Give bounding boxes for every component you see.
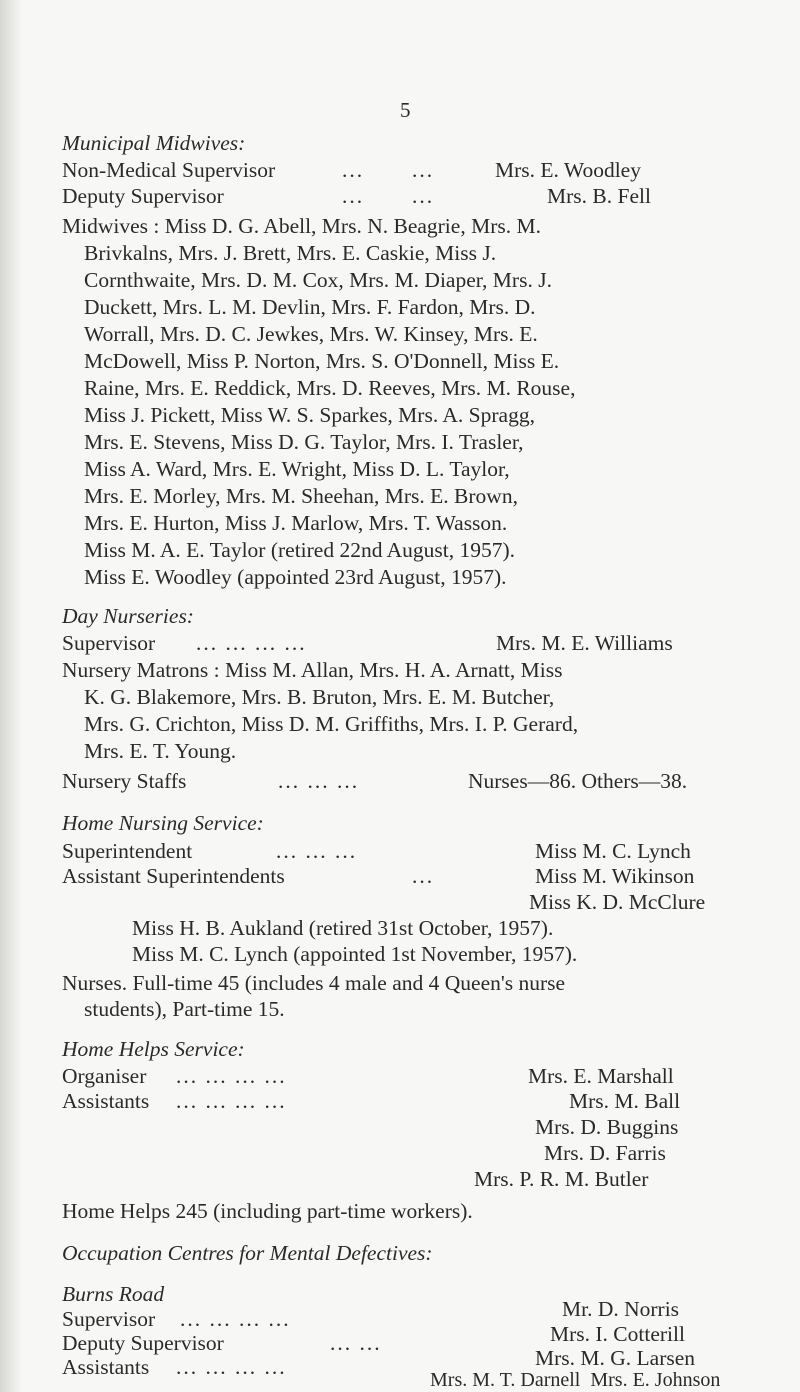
section-heading: Home Helps Service: — [62, 1037, 245, 1061]
row-leaders: ... ... — [330, 1331, 382, 1355]
row-value: Mrs. M. G. Larsen — [535, 1346, 696, 1370]
page-number: 5 — [400, 98, 411, 122]
row-label: Nursery Staffs — [62, 769, 187, 793]
total-line: Home Helps 245 (including part-time workers). — [62, 1199, 473, 1223]
row-value: Mrs. E. Marshall — [528, 1064, 674, 1088]
section-heading: Home Nursing Service: — [62, 811, 264, 835]
matrons-line: Mrs. E. T. Young. — [84, 739, 237, 763]
row-leaders: ... — [412, 864, 435, 888]
row-leaders: ... ... ... ... — [176, 1355, 287, 1379]
midwives-line: Miss M. A. E. Taylor (retired 22nd August, 1957). — [84, 538, 516, 562]
row-leaders: ... ... ... ... — [180, 1307, 291, 1331]
row-label: Non-Medical Supervisor — [62, 158, 276, 182]
row-leaders: ... ... ... ... — [196, 631, 307, 655]
section-heading: Occupation Centres for Mental Defectives: — [62, 1241, 433, 1265]
row-value: Miss K. D. McClure — [529, 890, 706, 914]
midwives-line: Duckett, Mrs. L. M. Devlin, Mrs. F. Fardon, Mrs. D. — [84, 295, 536, 319]
midwives-line: Mrs. E. Stevens, Miss D. G. Taylor, Mrs. I. Trasler, — [84, 430, 524, 454]
row-label: Assistants — [62, 1355, 150, 1379]
midwives-line: Miss J. Pickett, Miss W. S. Sparkes, Mrs. A. Spragg, — [84, 403, 535, 427]
row-value: Mrs. P. R. M. Butler — [474, 1167, 649, 1191]
row-value: Miss M. Wikinson — [535, 864, 695, 888]
midwives-line: Mrs. E. Morley, Mrs. M. Sheehan, Mrs. E. Brown, — [84, 484, 518, 508]
sub-heading: Burns Road — [62, 1282, 165, 1306]
row-value: Mrs. M. Ball — [569, 1089, 681, 1113]
row-value: Mrs. D. Farris — [544, 1141, 666, 1165]
midwives-line: Mrs. E. Hurton, Miss J. Marlow, Mrs. T. Wasson. — [84, 511, 508, 535]
row-label: Supervisor — [62, 631, 156, 655]
row-label: Assistant Superintendents — [62, 864, 285, 888]
row-leaders: ... ... ... ... — [176, 1064, 287, 1088]
row-value: Mrs. E. Woodley — [495, 158, 641, 182]
row-value: Mrs. M. T. Darnell Mrs. E. Johnson — [430, 1369, 721, 1391]
midwives-line: Brivkalns, Mrs. J. Brett, Mrs. E. Caskie, Miss J. — [84, 241, 497, 265]
row-value: Nurses—86. Others—38. — [468, 769, 688, 793]
row-value: Mrs. M. E. Williams — [496, 631, 673, 655]
section-heading: Day Nurseries: — [62, 604, 194, 628]
page-edge-shadow — [0, 0, 22, 1392]
row-value: Mrs. E. Johnson — [590, 1369, 721, 1391]
row-value: Mrs. D. Buggins — [535, 1115, 679, 1139]
note-line: Miss M. C. Lynch (appointed 1st November, 1957). — [132, 942, 578, 966]
note-line: Miss H. B. Aukland (retired 31st October, 1957). — [132, 916, 554, 940]
row-leaders: ... — [342, 184, 365, 208]
row-label: Superintendent — [62, 839, 193, 863]
midwives-line: Raine, Mrs. E. Reddick, Mrs. D. Reeves, Mrs. M. Rouse, — [84, 376, 576, 400]
row-value: Mr. D. Norris — [562, 1297, 680, 1321]
row-label: Assistants — [62, 1089, 150, 1113]
row-value: Mrs. B. Fell — [547, 184, 651, 208]
row-label: Deputy Supervisor — [62, 184, 224, 208]
row-label: Deputy Supervisor — [62, 1331, 224, 1355]
section-heading: Municipal Midwives: — [62, 131, 246, 155]
row-label: Supervisor — [62, 1307, 156, 1331]
midwives-line: Midwives : Miss D. G. Abell, Mrs. N. Beagrie, Mrs. M. — [62, 214, 541, 238]
midwives-line: Cornthwaite, Mrs. D. M. Cox, Mrs. M. Diaper, Mrs. J. — [84, 268, 552, 292]
nurses-line: students), Part-time 15. — [84, 997, 285, 1021]
nurses-line: Nurses. Full-time 45 (includes 4 male and 4 Queen's nurse — [62, 971, 566, 995]
midwives-line: Miss E. Woodley (appointed 23rd August, 1957). — [84, 565, 507, 589]
midwives-line: Miss A. Ward, Mrs. E. Wright, Miss D. L. Taylor, — [84, 457, 510, 481]
row-leaders: ... ... ... — [278, 769, 360, 793]
row-leaders: ... ... ... — [276, 839, 358, 863]
row-leaders: ... — [412, 184, 435, 208]
matrons-line: Mrs. G. Crichton, Miss D. M. Griffiths, Mrs. I. P. Gerard, — [84, 712, 579, 736]
matrons-line: Nursery Matrons : Miss M. Allan, Mrs. H. A. Arnatt, Miss — [62, 658, 563, 682]
row-leaders: ... — [342, 158, 365, 182]
row-leaders: ... — [412, 158, 435, 182]
row-leaders: ... ... ... ... — [176, 1089, 287, 1113]
row-value: Miss M. C. Lynch — [535, 839, 691, 863]
midwives-line: Worrall, Mrs. D. C. Jewkes, Mrs. W. Kinsey, Mrs. E. — [84, 322, 538, 346]
row-value: Mrs. I. Cotterill — [550, 1322, 685, 1346]
matrons-line: K. G. Blakemore, Mrs. B. Bruton, Mrs. E. M. Butcher, — [84, 685, 555, 709]
midwives-line: McDowell, Miss P. Norton, Mrs. S. O'Donnell, Miss E. — [84, 349, 560, 373]
row-label: Organiser — [62, 1064, 147, 1088]
